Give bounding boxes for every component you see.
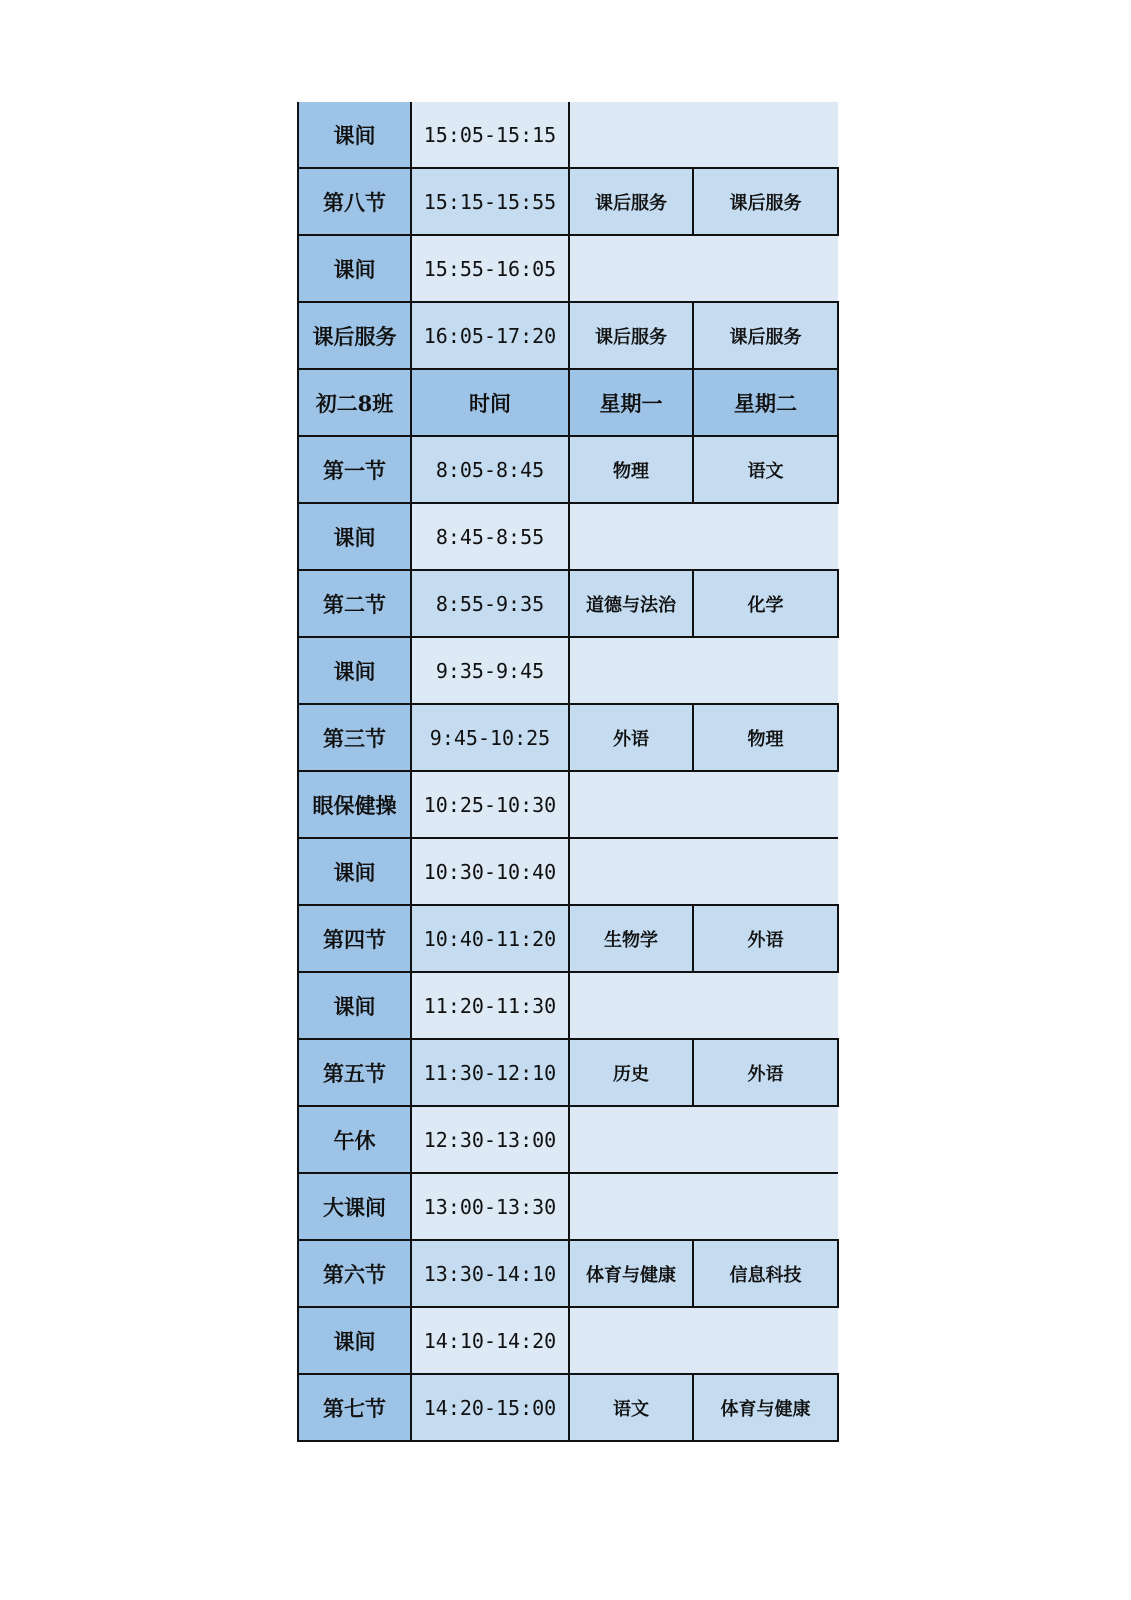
time-cell: 10:30-10:40 xyxy=(411,838,569,905)
period-label: 课间 xyxy=(298,503,411,570)
period-label: 第一节 xyxy=(298,436,411,503)
day-header-monday: 星期一 xyxy=(569,369,693,436)
period-label: 课间 xyxy=(298,637,411,704)
class-row xyxy=(298,704,838,771)
time-cell: 9:35-9:45 xyxy=(411,637,569,704)
time-cell: 13:00-13:30 xyxy=(411,1173,569,1240)
time-cell: 8:55-9:35 xyxy=(411,570,569,637)
period-label: 第五节 xyxy=(298,1039,411,1106)
class-row xyxy=(298,436,838,503)
break-row xyxy=(298,637,838,704)
break-empty-cell xyxy=(569,972,838,1039)
break-empty-cell xyxy=(569,235,838,302)
period-label: 第二节 xyxy=(298,570,411,637)
time-cell: 15:55-16:05 xyxy=(411,235,569,302)
time-cell: 14:20-15:00 xyxy=(411,1374,569,1441)
course-cell-monday: 语文 xyxy=(569,1374,693,1441)
break-empty-cell xyxy=(569,838,838,905)
timetable xyxy=(297,102,839,1442)
time-cell: 9:45-10:25 xyxy=(411,704,569,771)
break-row xyxy=(298,1173,838,1240)
break-empty-cell xyxy=(569,102,838,168)
time-header: 时间 xyxy=(411,369,569,436)
course-cell-tuesday: 课后服务 xyxy=(693,168,838,235)
course-cell-tuesday: 外语 xyxy=(693,905,838,972)
course-cell-monday: 体育与健康 xyxy=(569,1240,693,1307)
timetable-body xyxy=(298,102,838,1441)
time-cell: 15:05-15:15 xyxy=(411,102,569,168)
period-label: 课间 xyxy=(298,102,411,168)
break-row xyxy=(298,503,838,570)
period-label: 课间 xyxy=(298,972,411,1039)
break-row xyxy=(298,102,838,168)
class-row xyxy=(298,1374,838,1441)
course-cell-tuesday: 化学 xyxy=(693,570,838,637)
break-row xyxy=(298,972,838,1039)
course-cell-tuesday: 语文 xyxy=(693,436,838,503)
time-cell: 10:25-10:30 xyxy=(411,771,569,838)
time-cell: 11:20-11:30 xyxy=(411,972,569,1039)
period-label: 第六节 xyxy=(298,1240,411,1307)
time-cell: 14:10-14:20 xyxy=(411,1307,569,1374)
class-row xyxy=(298,570,838,637)
time-cell: 15:15-15:55 xyxy=(411,168,569,235)
course-cell-tuesday: 外语 xyxy=(693,1039,838,1106)
course-cell-monday: 历史 xyxy=(569,1039,693,1106)
period-label: 课间 xyxy=(298,1307,411,1374)
period-label: 眼保健操 xyxy=(298,771,411,838)
break-row xyxy=(298,771,838,838)
day-header-tuesday: 星期二 xyxy=(693,369,838,436)
break-row xyxy=(298,235,838,302)
time-cell: 8:05-8:45 xyxy=(411,436,569,503)
class-row xyxy=(298,905,838,972)
class-row xyxy=(298,168,838,235)
class-row xyxy=(298,1240,838,1307)
period-label: 午休 xyxy=(298,1106,411,1173)
time-cell: 13:30-14:10 xyxy=(411,1240,569,1307)
course-cell-monday: 课后服务 xyxy=(569,302,693,369)
period-label: 第四节 xyxy=(298,905,411,972)
period-label: 课后服务 xyxy=(298,302,411,369)
period-label: 第八节 xyxy=(298,168,411,235)
break-empty-cell xyxy=(569,771,838,838)
course-cell-monday: 外语 xyxy=(569,704,693,771)
period-label: 第三节 xyxy=(298,704,411,771)
break-empty-cell xyxy=(569,503,838,570)
period-label: 第七节 xyxy=(298,1374,411,1441)
course-cell-monday: 生物学 xyxy=(569,905,693,972)
period-label: 课间 xyxy=(298,235,411,302)
course-cell-tuesday: 信息科技 xyxy=(693,1240,838,1307)
break-row xyxy=(298,1307,838,1374)
time-cell: 8:45-8:55 xyxy=(411,503,569,570)
break-empty-cell xyxy=(569,1106,838,1173)
course-cell-monday: 道德与法治 xyxy=(569,570,693,637)
header-row xyxy=(298,369,838,436)
break-empty-cell xyxy=(569,637,838,704)
time-cell: 11:30-12:10 xyxy=(411,1039,569,1106)
course-cell-tuesday: 物理 xyxy=(693,704,838,771)
class-row xyxy=(298,1039,838,1106)
class-row xyxy=(298,302,838,369)
break-row xyxy=(298,838,838,905)
course-cell-tuesday: 体育与健康 xyxy=(693,1374,838,1441)
break-empty-cell xyxy=(569,1307,838,1374)
course-cell-tuesday: 课后服务 xyxy=(693,302,838,369)
time-cell: 10:40-11:20 xyxy=(411,905,569,972)
class-name-cell: 初二8班 xyxy=(298,369,411,436)
period-label: 大课间 xyxy=(298,1173,411,1240)
course-cell-monday: 课后服务 xyxy=(569,168,693,235)
break-row xyxy=(298,1106,838,1173)
time-cell: 12:30-13:00 xyxy=(411,1106,569,1173)
course-cell-monday: 物理 xyxy=(569,436,693,503)
time-cell: 16:05-17:20 xyxy=(411,302,569,369)
break-empty-cell xyxy=(569,1173,838,1240)
period-label: 课间 xyxy=(298,838,411,905)
